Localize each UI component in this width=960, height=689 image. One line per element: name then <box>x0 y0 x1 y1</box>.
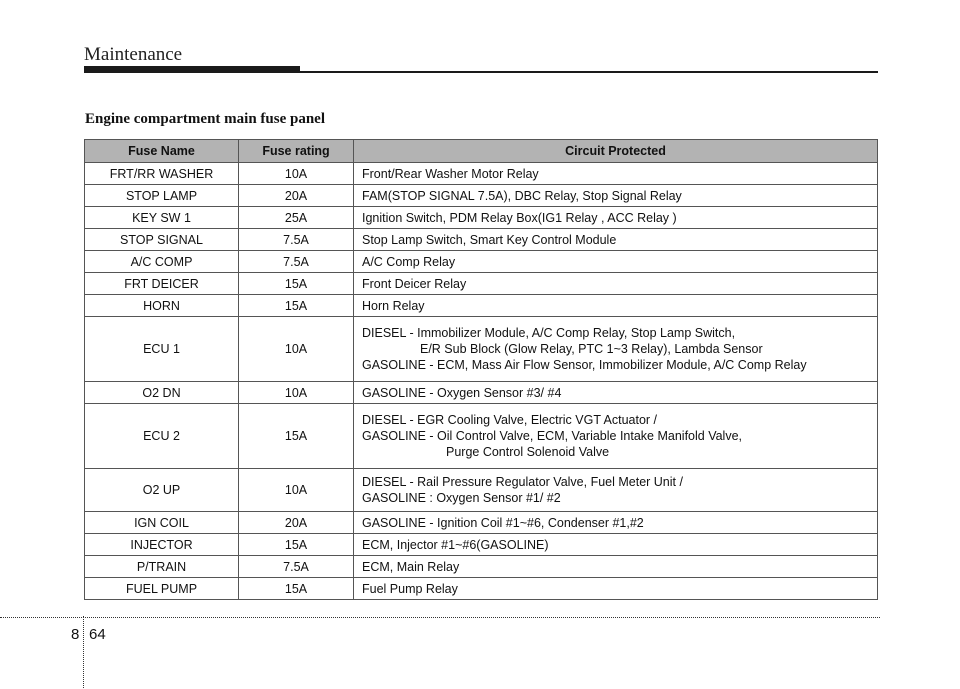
fuse-rating-cell: 15A <box>239 295 354 317</box>
circuit-line: E/R Sub Block (Glow Relay, PTC 1~3 Relay), Lambda Sensor <box>420 342 763 356</box>
table-row <box>85 163 878 185</box>
page-number: 64 <box>89 626 106 643</box>
fuse-name-cell: FUEL PUMP <box>85 578 239 600</box>
table-row <box>85 207 878 229</box>
table-row <box>85 556 878 578</box>
circuit-cell: ECM, Injector #1~#6(GASOLINE) <box>354 534 878 556</box>
circuit-cell <box>354 317 878 382</box>
circuit-line: DIESEL - Immobilizer Module, A/C Comp Relay, Stop Lamp Switch, <box>362 326 736 340</box>
table-row <box>85 185 878 207</box>
column-header-fuse-rating: Fuse rating <box>239 140 354 163</box>
table-row <box>85 404 878 469</box>
fuse-name-cell: INJECTOR <box>85 534 239 556</box>
circuit-line: GASOLINE : Oxygen Sensor #1/ #2 <box>362 491 561 505</box>
circuit-line: GASOLINE - ECM, Mass Air Flow Sensor, Immobilizer Module, A/C Comp Relay <box>362 358 807 372</box>
table-row <box>85 229 878 251</box>
fuse-rating-cell: 10A <box>239 382 354 404</box>
fuse-table <box>84 139 878 600</box>
table-row <box>85 382 878 404</box>
table-row <box>85 469 878 512</box>
circuit-cell: Stop Lamp Switch, Smart Key Control Module <box>354 229 878 251</box>
fuse-rating-cell: 15A <box>239 578 354 600</box>
fuse-name-cell: ECU 1 <box>85 317 239 382</box>
fuse-rating-cell: 7.5A <box>239 251 354 273</box>
table-row <box>85 251 878 273</box>
fuse-name-cell: FRT DEICER <box>85 273 239 295</box>
fuse-name-cell: ECU 2 <box>85 404 239 469</box>
circuit-cell: ECM, Main Relay <box>354 556 878 578</box>
circuit-line: Purge Control Solenoid Valve <box>446 445 610 459</box>
fuse-name-cell: KEY SW 1 <box>85 207 239 229</box>
table-row <box>85 317 878 382</box>
circuit-cell: Ignition Switch, PDM Relay Box(IG1 Relay , ACC Relay ) <box>354 207 878 229</box>
column-header-fuse-name: Fuse Name <box>85 140 239 163</box>
circuit-line: GASOLINE - Oil Control Valve, ECM, Variable Intake Manifold Valve, <box>362 429 743 443</box>
circuit-line: DIESEL - EGR Cooling Valve, Electric VGT Actuator / <box>362 413 658 427</box>
header-bar <box>84 66 300 73</box>
circuit-cell: Fuel Pump Relay <box>354 578 878 600</box>
table-header-row <box>85 140 878 163</box>
fuse-rating-cell: 15A <box>239 534 354 556</box>
circuit-cell: Horn Relay <box>354 295 878 317</box>
circuit-line: DIESEL - Rail Pressure Regulator Valve, Fuel Meter Unit / <box>362 475 683 489</box>
header-rule <box>300 71 878 73</box>
section-title: Maintenance <box>84 44 183 65</box>
table-row <box>85 512 878 534</box>
fuse-rating-cell: 10A <box>239 163 354 185</box>
fuse-name-cell: STOP LAMP <box>85 185 239 207</box>
fuse-rating-cell: 15A <box>239 404 354 469</box>
circuit-cell: A/C Comp Relay <box>354 251 878 273</box>
fuse-rating-cell: 10A <box>239 469 354 512</box>
circuit-cell: GASOLINE - Oxygen Sensor #3/ #4 <box>354 382 878 404</box>
fuse-rating-cell: 15A <box>239 273 354 295</box>
fuse-rating-cell: 7.5A <box>239 229 354 251</box>
fuse-rating-cell: 20A <box>239 512 354 534</box>
circuit-cell: FAM(STOP SIGNAL 7.5A), DBC Relay, Stop Signal Relay <box>354 185 878 207</box>
circuit-cell <box>354 469 878 512</box>
fuse-name-cell: O2 UP <box>85 469 239 512</box>
footer-dotted-rule <box>0 617 880 618</box>
circuit-cell: Front Deicer Relay <box>354 273 878 295</box>
fuse-rating-cell: 20A <box>239 185 354 207</box>
fuse-name-cell: FRT/RR WASHER <box>85 163 239 185</box>
fuse-name-cell: HORN <box>85 295 239 317</box>
fuse-name-cell: P/TRAIN <box>85 556 239 578</box>
table-row <box>85 273 878 295</box>
footer-dotted-divider <box>83 616 84 688</box>
fuse-name-cell: IGN COIL <box>85 512 239 534</box>
fuse-rating-cell: 7.5A <box>239 556 354 578</box>
table-row <box>85 295 878 317</box>
chapter-number: 8 <box>71 626 80 643</box>
table-row <box>85 578 878 600</box>
column-header-circuit-protected: Circuit Protected <box>354 140 878 163</box>
fuse-name-cell: A/C COMP <box>85 251 239 273</box>
fuse-name-cell: STOP SIGNAL <box>85 229 239 251</box>
panel-title: Engine compartment main fuse panel <box>85 111 325 127</box>
circuit-cell <box>354 404 878 469</box>
circuit-cell: GASOLINE - Ignition Coil #1~#6, Condenser #1,#2 <box>354 512 878 534</box>
table-row <box>85 534 878 556</box>
circuit-cell: Front/Rear Washer Motor Relay <box>354 163 878 185</box>
fuse-name-cell: O2 DN <box>85 382 239 404</box>
fuse-rating-cell: 25A <box>239 207 354 229</box>
fuse-rating-cell: 10A <box>239 317 354 382</box>
